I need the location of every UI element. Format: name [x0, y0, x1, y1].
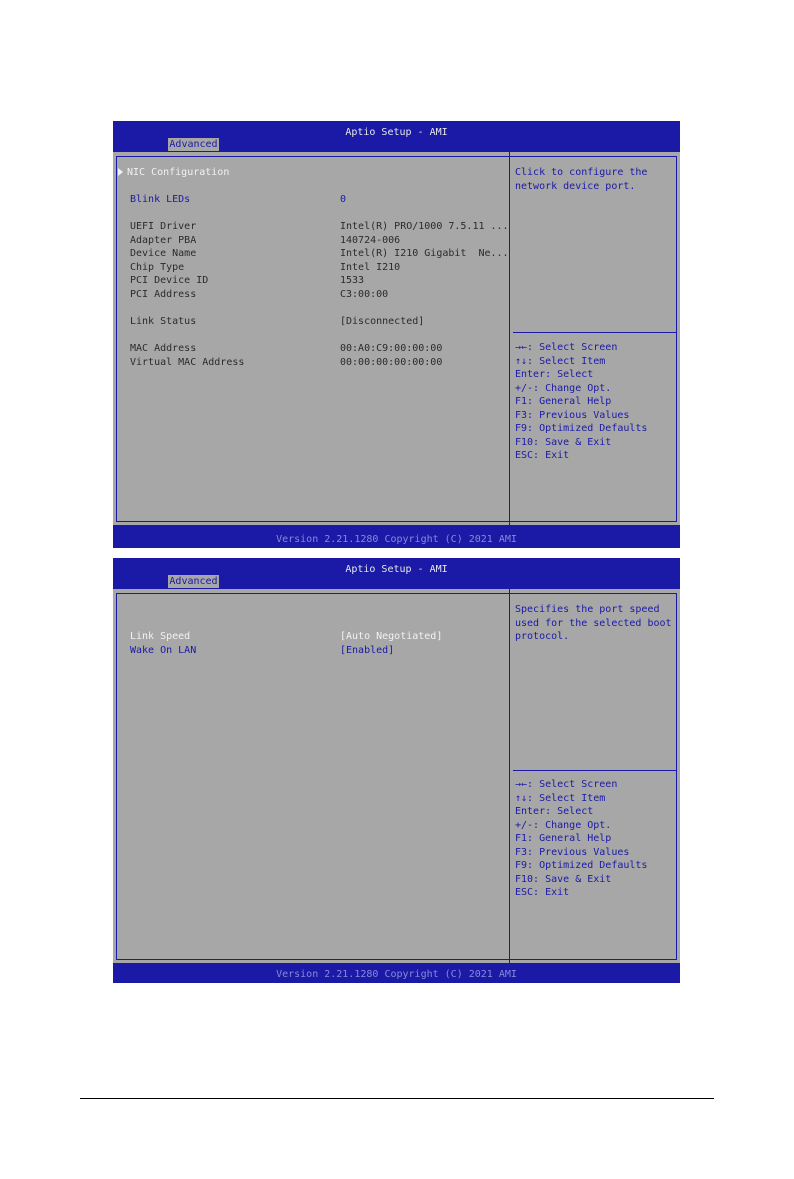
link-status-label: Link Status	[130, 316, 197, 327]
info-label: Adapter PBA	[130, 234, 197, 246]
info-value: Intel(R) PRO/1000 7.5.11 ...	[340, 221, 509, 232]
key-optimized-defaults: F9: Optimized Defaults	[515, 860, 648, 871]
divider-vertical	[509, 589, 510, 963]
frame	[116, 593, 677, 960]
help-text: Specifies the port speed used for the selected boot protocol.	[515, 604, 678, 642]
info-value: Intel I210	[340, 261, 401, 273]
key-legend	[515, 778, 647, 900]
help-text: Click to configure the network device port.	[515, 167, 654, 192]
key-enter: Enter: Select	[515, 369, 594, 380]
window-title: Aptio Setup - AMI	[345, 127, 448, 138]
info-value: C3:00:00	[340, 288, 389, 300]
submenu-arrow-icon	[118, 168, 123, 176]
tab-advanced[interactable]: Advanced	[169, 576, 218, 587]
wake-on-lan-label[interactable]: Wake On LAN	[130, 644, 197, 656]
version-footer: Version 2.21.1280 Copyright (C) 2021 AMI	[276, 534, 517, 545]
virtual-mac-address-value: 00:00:00:00:00:00	[340, 356, 443, 368]
key-previous-values: F3: Previous Values	[515, 409, 630, 421]
mac-address-value: 00:A0:C9:00:00:00	[340, 343, 443, 354]
divider-vertical	[509, 152, 510, 525]
key-change-opt: +/-: Change Opt.	[515, 382, 612, 394]
menu-item-nic-configuration[interactable]: NIC Configuration	[118, 166, 229, 179]
setup-body	[113, 152, 680, 525]
key-change-opt: +/-: Change Opt.	[515, 819, 612, 831]
info-label: Chip Type	[130, 261, 185, 273]
info-label: Device Name	[130, 248, 197, 259]
info-label: PCI Address	[130, 288, 197, 300]
divider-help	[513, 332, 676, 333]
blink-leds-value[interactable]: 0	[340, 194, 347, 205]
virtual-mac-address-label: Virtual MAC Address	[130, 356, 245, 368]
divider-help	[513, 770, 676, 771]
key-save-exit: F10: Save & Exit	[515, 873, 612, 885]
key-general-help: F1: General Help	[515, 396, 612, 407]
key-exit: ESC: Exit	[515, 450, 570, 461]
bios-screen-link-settings	[113, 558, 680, 983]
key-previous-values: F3: Previous Values	[515, 846, 630, 858]
wake-on-lan-value[interactable]: [Enabled]	[340, 644, 395, 656]
info-value: Intel(R) I210 Gigabit Ne...	[340, 248, 509, 259]
link-status-value: [Disconnected]	[340, 316, 425, 327]
link-speed-value[interactable]: [Auto Negotiated]	[340, 631, 443, 642]
info-label: UEFI Driver	[130, 221, 197, 232]
key-exit: ESC: Exit	[515, 887, 570, 898]
key-select-screen: →←: Select Screen	[515, 779, 618, 790]
key-enter: Enter: Select	[515, 806, 594, 817]
tab-advanced[interactable]: Advanced	[169, 139, 218, 150]
key-select-screen: →←: Select Screen	[515, 342, 618, 353]
bios-screen-nic-configuration	[113, 121, 680, 548]
window-title: Aptio Setup - AMI	[345, 564, 448, 575]
blink-leds-label[interactable]: Blink LEDs	[130, 194, 191, 205]
version-footer: Version 2.21.1280 Copyright (C) 2021 AMI	[276, 969, 517, 980]
setup-body	[113, 589, 680, 963]
info-value: 1533	[340, 275, 365, 286]
key-save-exit: F10: Save & Exit	[515, 436, 612, 448]
key-general-help: F1: General Help	[515, 833, 612, 844]
key-optimized-defaults: F9: Optimized Defaults	[515, 423, 648, 434]
key-select-item: ↑↓: Select Item	[515, 355, 606, 367]
page-bottom-rule	[80, 1098, 714, 1099]
info-label: PCI Device ID	[130, 275, 209, 286]
info-value: 140724-006	[340, 234, 401, 246]
key-select-item: ↑↓: Select Item	[515, 792, 606, 804]
frame	[116, 156, 677, 522]
mac-address-label: MAC Address	[130, 343, 197, 354]
key-legend	[515, 341, 647, 463]
link-speed-label[interactable]: Link Speed	[130, 631, 191, 642]
